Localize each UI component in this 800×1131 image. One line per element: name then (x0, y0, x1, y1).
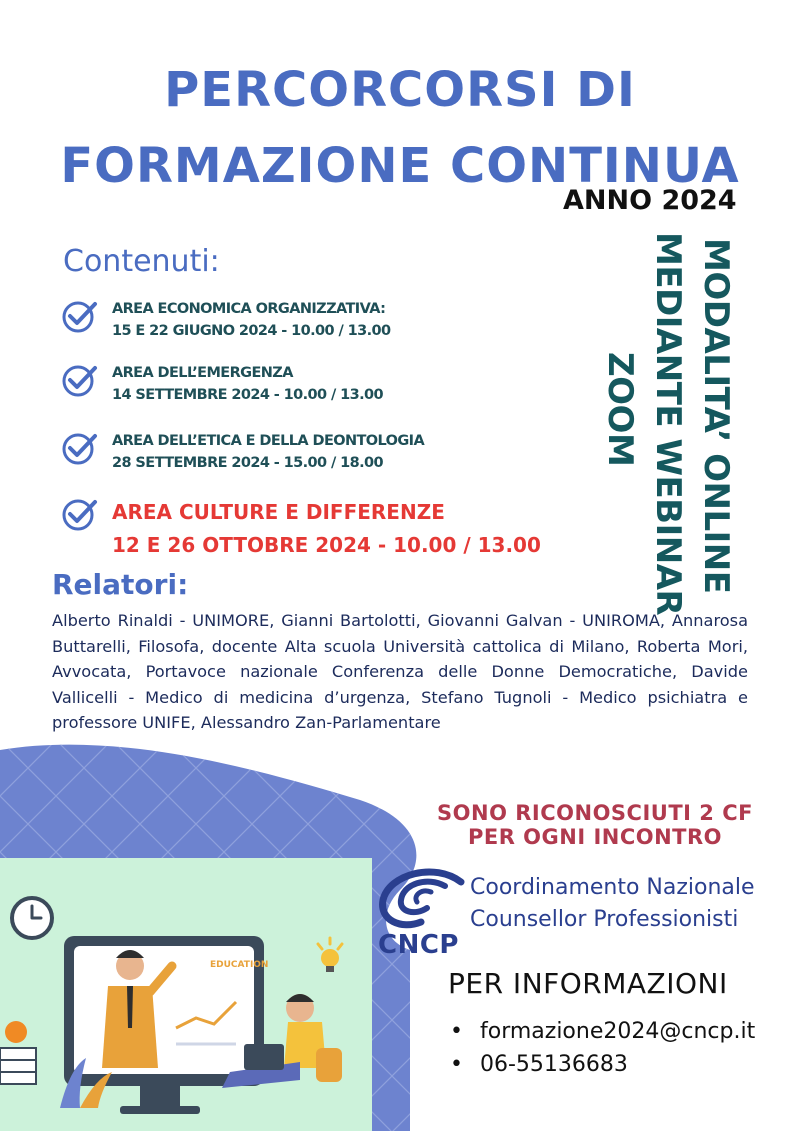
lightbulb-icon (318, 938, 342, 972)
credits-line-1: SONO RICONOSCIUTI 2 CF (437, 801, 753, 825)
education-illustration (0, 858, 372, 1131)
year-label: ANNO 2024 (563, 185, 737, 216)
logo-acronym: CNCP (378, 930, 459, 960)
contents-heading: Contenuti: (63, 244, 220, 279)
content-item-date: 28 SETTEMBRE 2024 - 15.00 / 18.00 (112, 455, 383, 471)
check-circle-icon (62, 496, 98, 532)
speakers-text: Alberto Rinaldi - UNIMORE, Gianni Bartolotti, Giovanni Galvan - UNIROMA, Annarosa Buttarelli, Filosofa, docente Alta scuola Università cattolica di Milano, Roberta Mori, Avvocata, Portavoce nazionale Conferenza delle Donne Democratiche, Davide Vallicelli - Medico di medicina d’urgenza, Stefano Tugnoli - Medico psichiatra e professore UNIFE, Alessandro Zan-Parlamentare (52, 611, 748, 732)
credits-notice (410, 801, 780, 849)
check-circle-icon (62, 362, 98, 398)
contact-phone-item (450, 1052, 628, 1077)
logo-name-line-1: Coordinamento Nazionale (470, 875, 755, 900)
content-item-title: AREA ECONOMICA ORGANIZZATIVA: (112, 301, 386, 317)
cncp-logo-icon (375, 868, 475, 934)
speakers-heading: Relatori: (52, 568, 189, 601)
title-line-1: PERCORCORSI DI (164, 62, 636, 118)
content-item-title: AREA DELL’ETICA E DELLA DEONTOLOGIA (112, 433, 425, 449)
credits-line-2: PER OGNI INCONTRO (467, 825, 723, 849)
bullet-icon: • (450, 1052, 463, 1077)
contact-email-item (450, 1019, 755, 1044)
content-item-date: 14 SETTEMBRE 2024 - 10.00 / 13.00 (112, 387, 383, 403)
modality-line-3: ZOOM (600, 352, 640, 467)
bullet-icon: • (450, 1019, 463, 1044)
content-item-date: 12 E 26 OTTOBRE 2024 - 10.00 / 13.00 (112, 533, 541, 557)
modality-line-2: MEDIANTE WEBINAR (648, 232, 688, 616)
logo-name-line-2: Counsellor Professionisti (470, 907, 739, 932)
books-icon (0, 1021, 36, 1084)
clock-icon (12, 898, 52, 938)
contact-email[interactable]: formazione2024@cncp.it (480, 1019, 756, 1044)
check-circle-icon (62, 430, 98, 466)
modality-line-1: MODALITA’ ONLINE (696, 238, 736, 594)
title-line-2: FORMAZIONE CONTINUA (60, 138, 740, 194)
check-circle-icon (62, 298, 98, 334)
contact-phone[interactable]: 06-55136683 (480, 1052, 628, 1077)
content-item-title: AREA DELL’EMERGENZA (112, 365, 293, 381)
screen-label: EDUCATION (210, 960, 269, 970)
info-heading: PER INFORMAZIONI (448, 967, 728, 1000)
logo-name (470, 872, 755, 936)
content-item-date: 15 E 22 GIUGNO 2024 - 10.00 / 13.00 (112, 323, 391, 339)
content-item-title: AREA CULTURE E DIFFERENZE (112, 500, 445, 524)
